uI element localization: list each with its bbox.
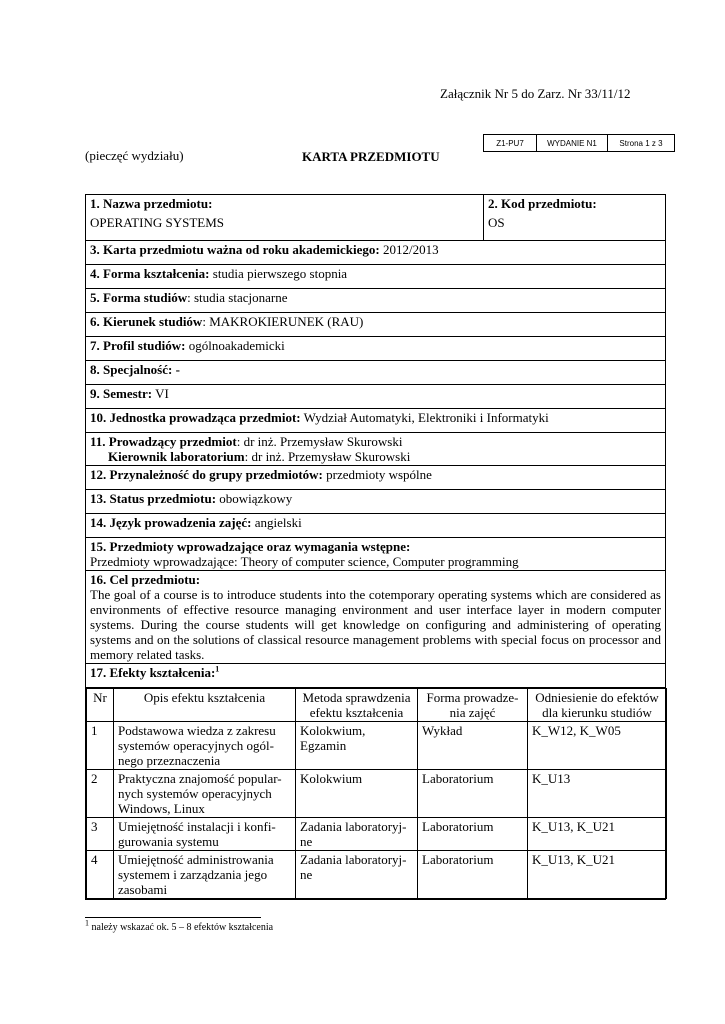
cell-field-reference: K_W12, K_W05	[528, 722, 667, 770]
unit-label: 10. Jednostka prowadząca przedmiot:	[90, 410, 301, 425]
cell-field-reference: K_U13, K_U21	[528, 818, 667, 851]
cell-verification-method: Kolokwium	[296, 770, 418, 818]
study-profile-label: 7. Profil studiów:	[90, 338, 186, 353]
study-profile-value: ogólnoakademicki	[185, 338, 285, 353]
footnote-text: należy wskazać ok. 5 – 8 efektów kształcenia	[89, 922, 274, 933]
cell-verification-method: Kolokwium, Egzamin	[296, 722, 418, 770]
prerequisites-value: Przedmioty wprowadzające: Theory of computer science, Computer programming	[90, 554, 519, 569]
course-status-label: 13. Status przedmiotu:	[90, 491, 217, 506]
course-goal-label: 16. Cel przedmiotu:	[90, 572, 201, 587]
cell-class-form: Laboratorium	[418, 770, 528, 818]
cell-verification-method: Zadania laboratoryj-ne	[296, 851, 418, 899]
field-of-study-value: : MAKROKIERUNEK (RAU)	[202, 314, 364, 329]
valid-year-label: 3. Karta przedmiotu ważna od roku akademickiego:	[90, 242, 380, 257]
table-row	[87, 818, 667, 851]
course-status-value: obowiązkowy	[216, 491, 293, 506]
study-profile-row	[86, 337, 666, 361]
annex-reference: Załącznik Nr 5 do Zarz. Nr 33/11/12	[440, 86, 631, 101]
semester-row	[86, 385, 666, 409]
course-name-label: 1. Nazwa przedmiotu:	[90, 196, 213, 211]
course-group-label: 12. Przynależność do grupy przedmiotów:	[90, 467, 323, 482]
specialty-label: 8. Specjalność: -	[90, 362, 180, 377]
course-code-cell	[484, 195, 666, 241]
table-row	[87, 770, 667, 818]
education-form-label: 4. Forma kształcenia:	[90, 266, 210, 281]
cell-class-form: Wykład	[418, 722, 528, 770]
course-goal-row	[86, 571, 666, 664]
column-header-class-form: Forma prowadze-nia zajęć	[418, 689, 528, 722]
prerequisites-row	[86, 538, 666, 571]
column-header-verification-method: Metoda sprawdzenia efektu kształcenia	[296, 689, 418, 722]
study-form-label: 5. Forma studiów	[90, 290, 188, 305]
column-header-field-reference: Odniesienie do efektów dla kierunku studiów	[528, 689, 667, 722]
page-title: KARTA PRZEDMIOTU	[302, 149, 440, 164]
lab-head-value: : dr inż. Przemysław Skurowski	[244, 449, 411, 464]
cell-description: Praktyczna znajomość popular-nych systemów operacyjnych Windows, Linux	[114, 770, 296, 818]
table-row	[87, 722, 667, 770]
course-name-value: OPERATING SYSTEMS	[90, 215, 224, 230]
cell-nr: 3	[87, 818, 114, 851]
field-of-study-row	[86, 313, 666, 337]
language-value: angielski	[251, 515, 302, 530]
prerequisites-label: 15. Przedmioty wprowadzające oraz wymagania wstępne:	[90, 539, 411, 554]
unit-row	[86, 409, 666, 433]
page-counter: Strona 1 z 3	[608, 135, 675, 152]
cell-nr: 2	[87, 770, 114, 818]
edition-label: WYDANIE N1	[537, 135, 608, 152]
learning-outcomes-container	[86, 688, 666, 900]
cell-field-reference: K_U13, K_U21	[528, 851, 667, 899]
cell-class-form: Laboratorium	[418, 851, 528, 899]
faculty-stamp-label: (pieczęć wydziału)	[85, 148, 184, 163]
valid-year-row	[86, 241, 666, 265]
education-form-row	[86, 265, 666, 289]
course-name-cell	[86, 195, 484, 241]
lab-head-label: Kierownik laboratorium	[108, 449, 245, 464]
unit-value: Wydział Automatyki, Elektroniki i Informatyki	[300, 410, 549, 425]
semester-label: 9. Semestr:	[90, 386, 153, 401]
course-code-value: OS	[488, 215, 505, 230]
footnote-separator	[85, 917, 261, 918]
learning-outcomes-row	[86, 664, 666, 688]
document-meta-table	[483, 134, 675, 152]
course-card-table	[85, 194, 666, 900]
lecturer-label: 11. Prowadzący przedmiot	[90, 434, 237, 449]
column-header-description: Opis efektu kształcenia	[114, 689, 296, 722]
study-form-value: : studia stacjonarne	[187, 290, 288, 305]
cell-field-reference: K_U13	[528, 770, 667, 818]
language-row	[86, 514, 666, 538]
cell-nr: 1	[87, 722, 114, 770]
course-code-label: 2. Kod przedmiotu:	[488, 196, 597, 211]
cell-verification-method: Zadania laboratoryj-ne	[296, 818, 418, 851]
semester-value: VI	[152, 386, 169, 401]
document-code: Z1-PU7	[484, 135, 537, 152]
cell-class-form: Laboratorium	[418, 818, 528, 851]
cell-nr: 4	[87, 851, 114, 899]
learning-outcomes-header	[87, 689, 667, 722]
study-form-row	[86, 289, 666, 313]
column-header-nr: Nr	[87, 689, 114, 722]
course-group-row	[86, 466, 666, 490]
language-label: 14. Język prowadzenia zajęć:	[90, 515, 252, 530]
lecturer-value: : dr inż. Przemysław Skurowski	[236, 434, 403, 449]
footnote	[85, 918, 274, 933]
course-status-row	[86, 490, 666, 514]
cell-description: Umiejętność instalacji i konfi-gurowania systemu	[114, 818, 296, 851]
cell-description: Umiejętność administrowania systemem i zarządzania jego zasobami	[114, 851, 296, 899]
field-of-study-label: 6. Kierunek studiów	[90, 314, 203, 329]
valid-year-value: 2012/2013	[379, 242, 439, 257]
footnote-mark: 1	[85, 918, 89, 928]
specialty-row	[86, 361, 666, 385]
course-goal-text: The goal of a course is to introduce students into the cotemporary operating systems which are considered as environments of effective resource managing environment and user interface layer in modern computer systems. During the course students will get knowledge on configuring and administering of operating systems and on the solutions of classical resource management problems with special focus on processor and memory related tasks.	[90, 587, 661, 662]
learning-outcomes-label: 17. Efekty kształcenia:	[90, 665, 216, 680]
lecturer-row	[86, 433, 666, 466]
footnote-reference: 1	[215, 664, 220, 674]
education-form-value: studia pierwszego stopnia	[209, 266, 348, 281]
course-group-value: przedmioty wspólne	[322, 467, 432, 482]
cell-description: Podstawowa wiedza z zakresu systemów operacyjnych ogól-nego przeznaczenia	[114, 722, 296, 770]
learning-outcomes-table	[86, 688, 667, 899]
table-row	[87, 851, 667, 899]
